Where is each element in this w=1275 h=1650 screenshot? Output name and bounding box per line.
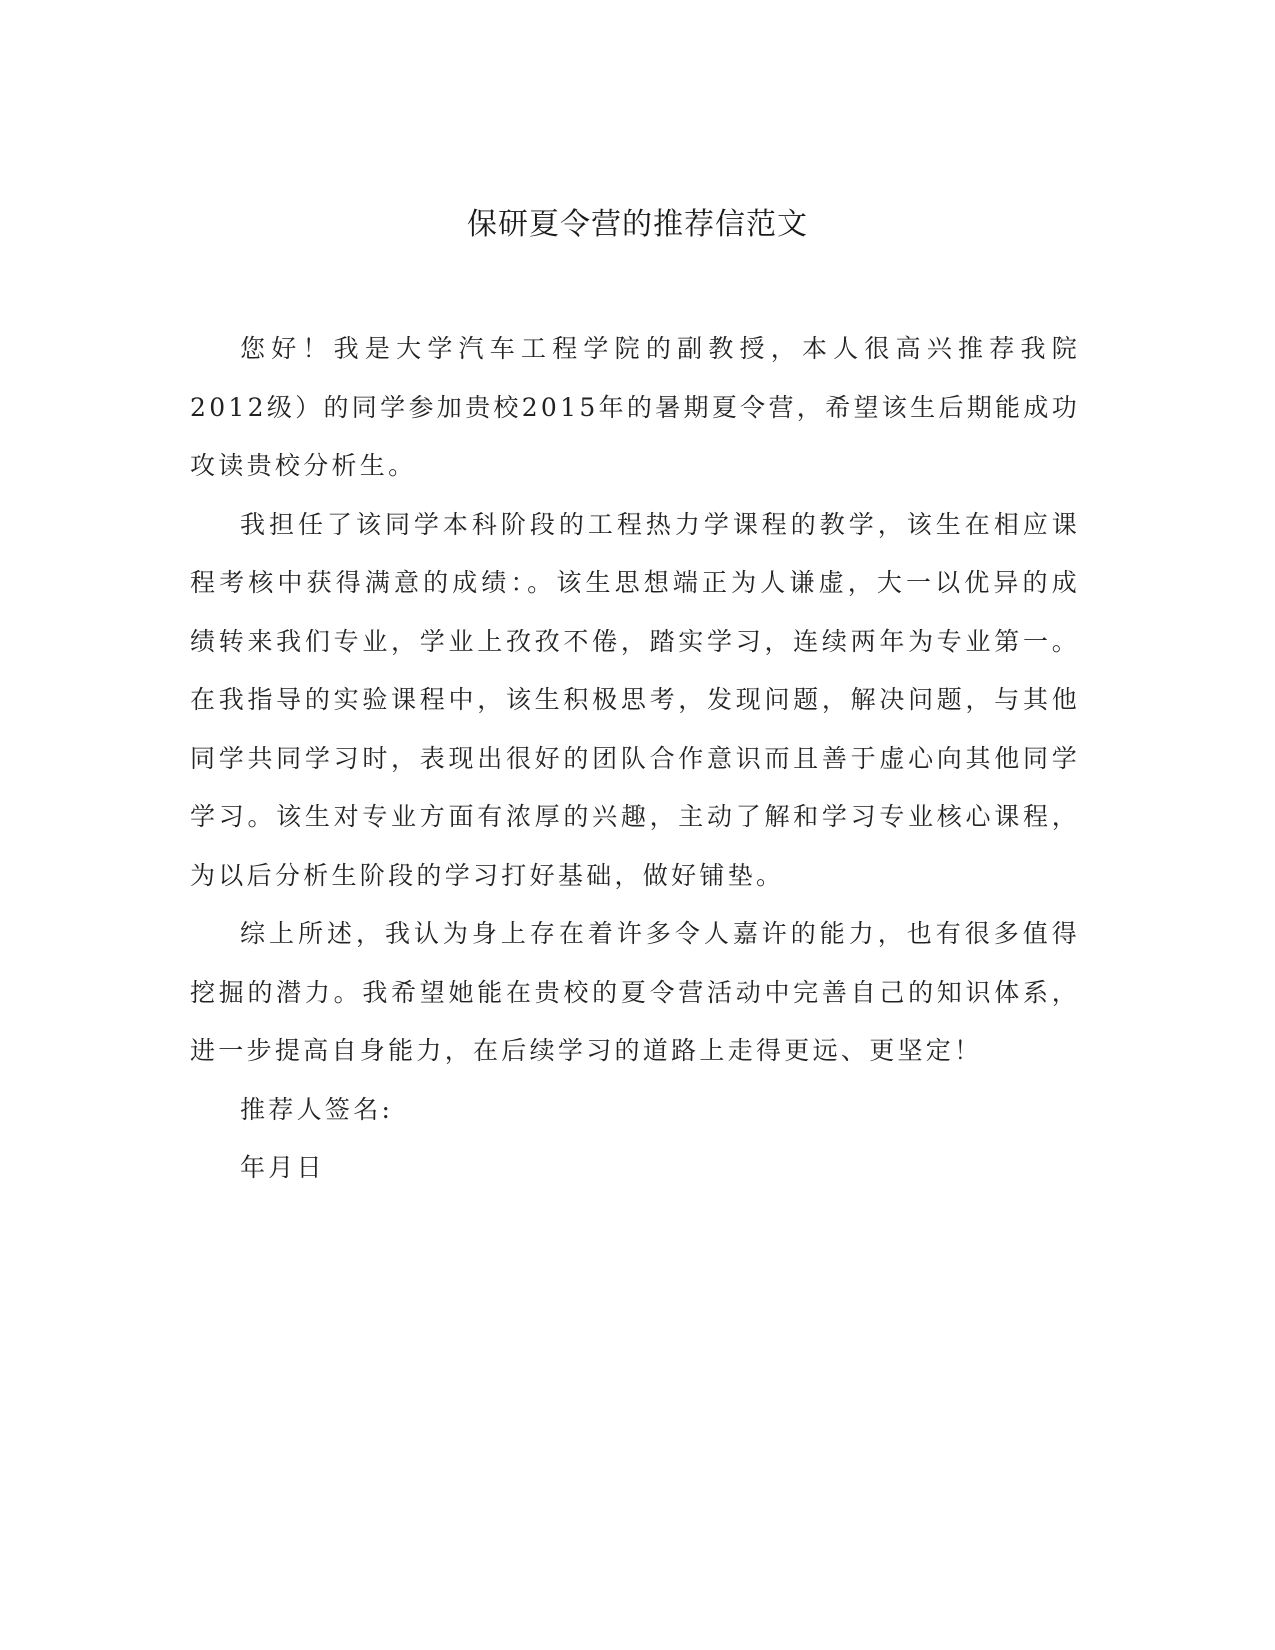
- date-line: 年月日: [240, 1153, 325, 1182]
- paragraph-greeting: 您好！我是大学汽车工程学院的副教授，本人很高兴推荐我院2012级）的同学参加贵校2015年的暑期夏令营，希望该生后期能成功攻读贵校分析生。: [190, 334, 1080, 480]
- signature-line: 推荐人签名:: [240, 1094, 394, 1124]
- letter-body: [190, 320, 1080, 1198]
- document-title: 保研夏令营的推荐信范文: [467, 207, 808, 242]
- paragraph-evaluation: 我担任了该同学本科阶段的工程热力学课程的教学，该生在相应课程考核中获得满意的成绩：。该生思想端正为人谦虚，大一以优异的成绩转来我们专业，学业上孜孜不倦，踏实学习，连续两年为专业第一。在我指导的实验课程中，该生积极思考，发现问题，解决问题，与其他同学共同学习时，表现出很好的团队合作意识而且善于虚心向其他同学学习。该生对专业方面有浓厚的兴趣，主动了解和学习专业核心课程，为以后分析生阶段的学习打好基础，做好铺垫。: [190, 509, 1080, 890]
- paragraph-conclusion: 综上所述，我认为身上存在着许多令人嘉许的能力，也有很多值得挖掘的潜力。我希望她能在贵校的夏令营活动中完善自己的知识体系，进一步提高自身能力，在后续学习的道路上走得更远、更坚定！: [190, 919, 1080, 1065]
